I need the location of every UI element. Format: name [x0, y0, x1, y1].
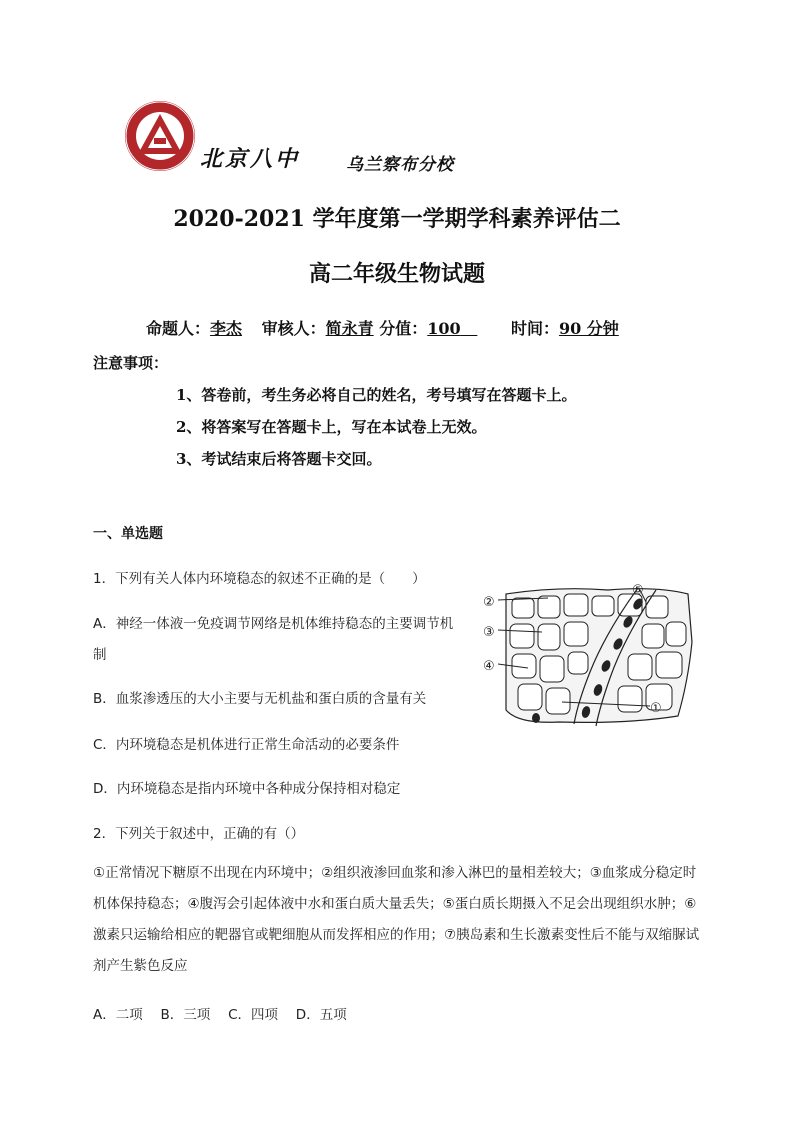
- branch-name: 乌兰察布分校: [346, 155, 454, 175]
- question-1-option-d: D．内环境稳态是指内环境中各种成分保持相对稳定: [93, 781, 401, 797]
- question-1-option-a-cont: 制: [93, 647, 107, 663]
- tissue-diagram: [478, 582, 706, 728]
- figure-label-5: ⑤: [632, 583, 644, 598]
- question-1-option-a: A．神经一体液一免疫调节网络是机体维持稳态的主要调节机: [93, 616, 454, 632]
- school-emblem-icon: [124, 100, 196, 172]
- exam-meta: [146, 316, 619, 339]
- note-item: 3、考试结束后将答题卡交回。: [176, 450, 382, 468]
- note-item: 1、答卷前，考生务必将自己的姓名，考号填写在答题卡上。: [176, 386, 577, 404]
- score-value: 100: [427, 319, 461, 338]
- question-2-stem: 2．下列关于叙述中，正确的有（）: [93, 826, 305, 842]
- question-1-option-b: B．血浆渗透压的大小主要与无机盐和蛋白质的含量有关: [93, 691, 427, 707]
- figure-label-1: ①: [650, 701, 662, 716]
- question-1-option-c: C．内环境稳态是机体进行正常生命活动的必要条件: [93, 737, 400, 753]
- figure-label-3: ③: [483, 625, 495, 640]
- reviewer-name: 简永青: [325, 319, 374, 338]
- school-name: 北京八中: [200, 146, 301, 172]
- time-label: 时间：: [510, 319, 559, 338]
- reviewer-label: 审核人：: [261, 319, 326, 338]
- setter-label: 命题人：: [146, 319, 211, 338]
- exam-subtitle: 高二年级生物试题: [308, 261, 485, 287]
- question-2-options: A．二项 B．三项 C．四项 D．五项: [93, 1007, 347, 1023]
- score-label: 分值：: [379, 319, 428, 338]
- exam-title: 2020-2021 学年度第一学期学科素养评估二: [173, 206, 621, 232]
- figure-label-4: ④: [483, 659, 495, 674]
- time-value: 90 分钟: [558, 319, 619, 338]
- notes-heading: 注意事项：: [93, 354, 169, 372]
- note-item: 2、将答案写在答题卡上，写在本试卷上无效。: [176, 418, 487, 436]
- section-title: 一、单选题: [93, 526, 163, 542]
- question-2-body: ①正常情况下糖原不出现在内环境中；②组织液渗回血浆和渗入淋巴的量相差较大；③血浆成分稳定时机体保持稳态；④腹泻会引起体液中水和蛋白质大量丢失；⑤蛋白质长期摄入不足会出现组织水肿；⑥激素只运输给相应的靶器官或靶细胞从而发挥相应的作用；⑦胰岛素和生长激素变性后不能与双缩脲试剂产生紫色反应: [93, 865, 700, 974]
- setter-name: 李杰: [210, 319, 243, 338]
- figure-label-2: ②: [483, 595, 495, 610]
- question-1-stem: 1．下列有关人体内环境稳态的叙述不正确的是（ ）: [93, 571, 426, 587]
